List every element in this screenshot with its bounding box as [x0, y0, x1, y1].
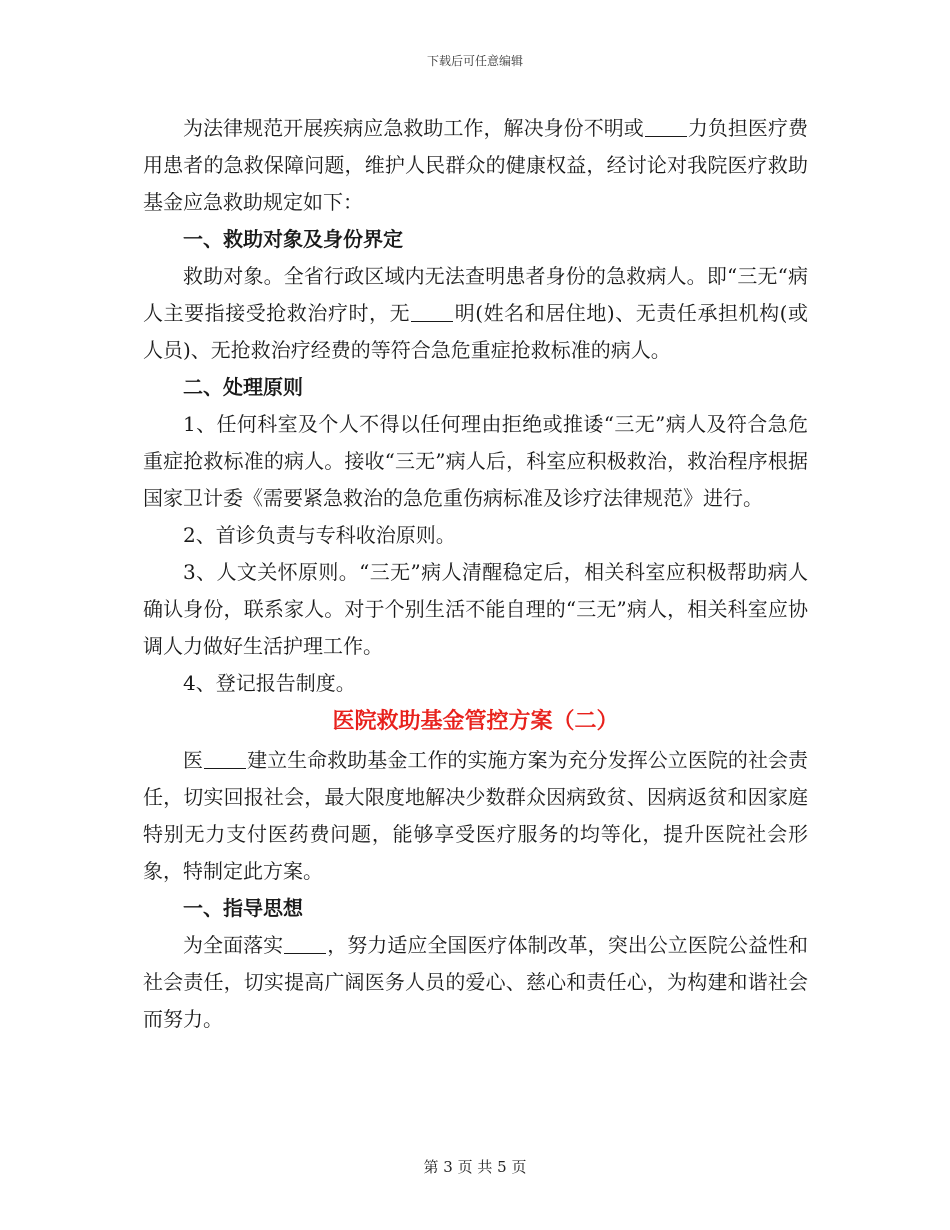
plan-intro-text-end: 建立生命救助基金工作的实施方案为充分发挥公立医院的社会责任，切实回报社会，最大限度地解决少数群众因病致贫、因病返贫和因家庭特别无力支付医药费问题，能够享受医疗服务的均等化，提升医院社会形象，特制定此方案。	[143, 748, 809, 883]
fill-blank	[284, 933, 326, 954]
page-number: 第 3 页 共 5 页	[423, 1158, 527, 1176]
document-body	[143, 110, 808, 1038]
heading-guiding-ideology: 一、指导思想	[183, 896, 303, 920]
heading-principles: 二、处理原则	[183, 375, 303, 399]
page-header-note: 下载后可任意编辑	[426, 54, 523, 68]
plan-intro-text-start: 医	[183, 748, 204, 772]
fill-blank	[204, 748, 246, 769]
principle-4-paragraph: 4、登记报告制度。	[183, 671, 356, 695]
heading-aid-targets: 一、救助对象及身份界定	[183, 227, 403, 251]
principle-3-paragraph: 3、人文关怀原则。“三无”病人清醒稳定后，相关科室应积极帮助病人确认身份，联系家人。对于个别生活不能自理的“三无”病人，相关科室应协调人力做好生活护理工作。	[143, 560, 808, 658]
plan-intro-paragraph	[143, 742, 808, 890]
intro-paragraph	[143, 110, 808, 221]
aid-targets-text-start: 救助对象。全省行政区域内无法查明患者身份的急救病人。即“三无“病人主要指接受抢救治疗时，无	[143, 264, 808, 325]
section-title: 医院救助基金管控方案（二）	[332, 709, 619, 734]
guiding-ideology-paragraph	[143, 927, 808, 1038]
fill-blank	[645, 116, 687, 137]
guiding-ideology-text-start: 为全面落实	[183, 933, 284, 957]
aid-targets-paragraph	[143, 258, 808, 369]
fill-blank	[411, 301, 453, 322]
intro-text-start: 为法律规范开展疾病应急救助工作，解决身份不明或	[183, 116, 644, 140]
principle-2-paragraph: 2、首诊负责与专科收治原则。	[183, 523, 456, 547]
intro-text-end: 力负担医疗费用患者的急救保障问题，维护人民群众的健康权益，经讨论对我院医疗救助基金应急救助规定如下：	[143, 116, 809, 214]
aid-targets-text-end: 明(姓名和居住地)、无责任承担机构(或人员)、无抢救治疗经费的等符合急危重症抢救标准的病人。	[143, 301, 809, 362]
principle-1-paragraph: 1、任何科室及个人不得以任何理由拒绝或推诿“三无”病人及符合急危重症抢救标准的病人。接收“三无”病人后，科室应积极救治，救治程序根据国家卫计委《需要紧急救治的急危重伤病标准及诊疗法律规范》进行。	[143, 412, 808, 510]
guiding-ideology-text-end: ，努力适应全国医疗体制改革，突出公立医院公益性和社会责任，切实提高广阔医务人员的爱心、慈心和责任心，为构建和谐社会而努力。	[143, 933, 809, 1031]
